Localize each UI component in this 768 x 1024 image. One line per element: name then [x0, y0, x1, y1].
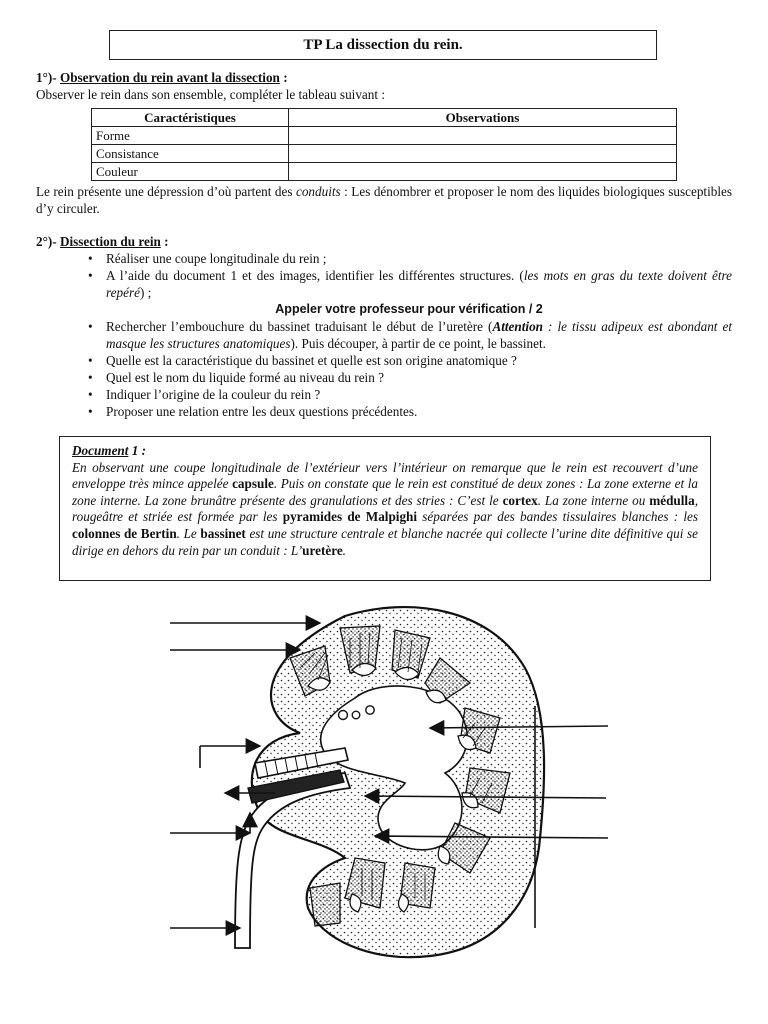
section1-instruction: Observer le rein dans son ensemble, compléter le tableau suivant : — [36, 87, 385, 102]
table-header-observations: Observations — [289, 109, 677, 127]
table-cell-observation[interactable] — [289, 163, 677, 181]
document1-text: séparées par des bandes tissulaires blanches : les — [417, 509, 699, 525]
table-cell-consistance: Consistance — [92, 145, 289, 163]
keyword-pyramides: pyramides de Malpighi — [282, 509, 418, 525]
table-cell-observation[interactable] — [289, 145, 677, 163]
section1-title: Observation du rein avant la dissection — [59, 70, 280, 85]
keyword-bassinet: bassinet — [200, 525, 246, 541]
keyword-medulla: médulla — [649, 492, 695, 508]
document1-text: En observant une coupe longitudinale de l’extérieur vers l’intérieur on remarque que le rein est recouvert d’une enveloppe très mince appelée — [72, 459, 698, 492]
teacher-call: Appeler votre professeur pour vérification / 2 — [275, 302, 543, 316]
bullet-text: ) ; — [139, 285, 152, 300]
section2-title: Dissection du rein — [59, 234, 161, 249]
keyword-capsule: capsule — [232, 476, 274, 492]
bullet-italic: les mots en gras du texte doivent être repéré — [106, 268, 732, 300]
section2-heading — [36, 234, 169, 250]
paragraph-conduits: conduits — [295, 184, 341, 199]
table-row — [92, 127, 677, 145]
attention-word: Attention — [492, 319, 544, 334]
list-item: • Indiquer l’origine de la couleur du rein ? — [86, 386, 732, 403]
table-cell-observation[interactable] — [289, 127, 677, 145]
list-item: • Quel est le nom du liquide formé au niveau du rein ? — [86, 369, 732, 386]
section1-heading-suffix: : — [279, 70, 288, 85]
observation-table — [91, 108, 677, 181]
section2-number: 2°)- — [36, 234, 60, 249]
bullet-italic: : le tissu adipeux est abondant et masque les structures anatomiques — [106, 319, 732, 351]
bullet-text: ). Puis découper, à partir de ce point, le bassinet. — [290, 336, 546, 351]
table-cell-couleur: Couleur — [92, 163, 289, 181]
document1-label-suffix: 1 : — [128, 443, 147, 458]
document1-text: . La zone interne ou — [537, 492, 650, 508]
list-item — [86, 318, 732, 352]
section2-heading-suffix: : — [160, 234, 169, 249]
table-row — [92, 145, 677, 163]
document1-text: est une structure centrale et blanche nacrée qui collecte l’urine dite définitive qui se dirige en dehors du rein par un conduit : L’ — [72, 525, 698, 558]
list-item: • Quelle est la caractéristique du bassinet et quelle est son origine anatomique ? — [86, 352, 732, 369]
paragraph-text: Le rein présente une dépression d’où partent des — [36, 184, 296, 199]
document1-text: . Puis on constate que le rein est constitué de deux zones : La zone externe et la zone interne. La zone brunâtre présente des granulations et des stries : C’est le — [72, 476, 698, 508]
paragraph-text: : Les dénombrer et proposer le nom des liquides biologiques susceptibles d’y circuler. — [36, 184, 732, 216]
kidney-diagram — [140, 588, 640, 968]
table-row — [92, 163, 677, 181]
document1-text: . — [342, 542, 346, 558]
document1-text: . Le — [176, 525, 201, 541]
page-title: TP La dissection du rein. — [109, 30, 657, 60]
list-item: • Proposer une relation entre les deux questions précédentes. — [86, 403, 732, 420]
keyword-cortex: cortex — [502, 492, 538, 508]
list-item — [86, 267, 732, 301]
list-item: • Réaliser une coupe longitudinale du rein ; — [86, 250, 732, 267]
bullet-text: Rechercher l’embouchure du bassinet traduisant le début de l’uretère ( — [106, 319, 493, 334]
table-header-row — [92, 109, 677, 127]
document1-text: , rougeâtre et striée est formée par les — [72, 492, 698, 525]
document1-label: Document — [72, 443, 129, 458]
document1-box — [59, 436, 711, 581]
table-header-characteristics: Caractéristiques — [92, 109, 289, 127]
section1-paragraph — [36, 183, 732, 217]
table-cell-forme: Forme — [92, 127, 289, 145]
section2-bullet-list — [86, 250, 732, 420]
keyword-colonnes: colonnes de Bertin — [72, 525, 177, 541]
bullet-text: A l’aide du document 1 et des images, identifier les différentes structures. ( — [106, 268, 524, 283]
section1-number: 1°)- — [36, 70, 60, 85]
section1-heading — [36, 70, 288, 86]
keyword-uretere: uretère — [302, 542, 343, 558]
